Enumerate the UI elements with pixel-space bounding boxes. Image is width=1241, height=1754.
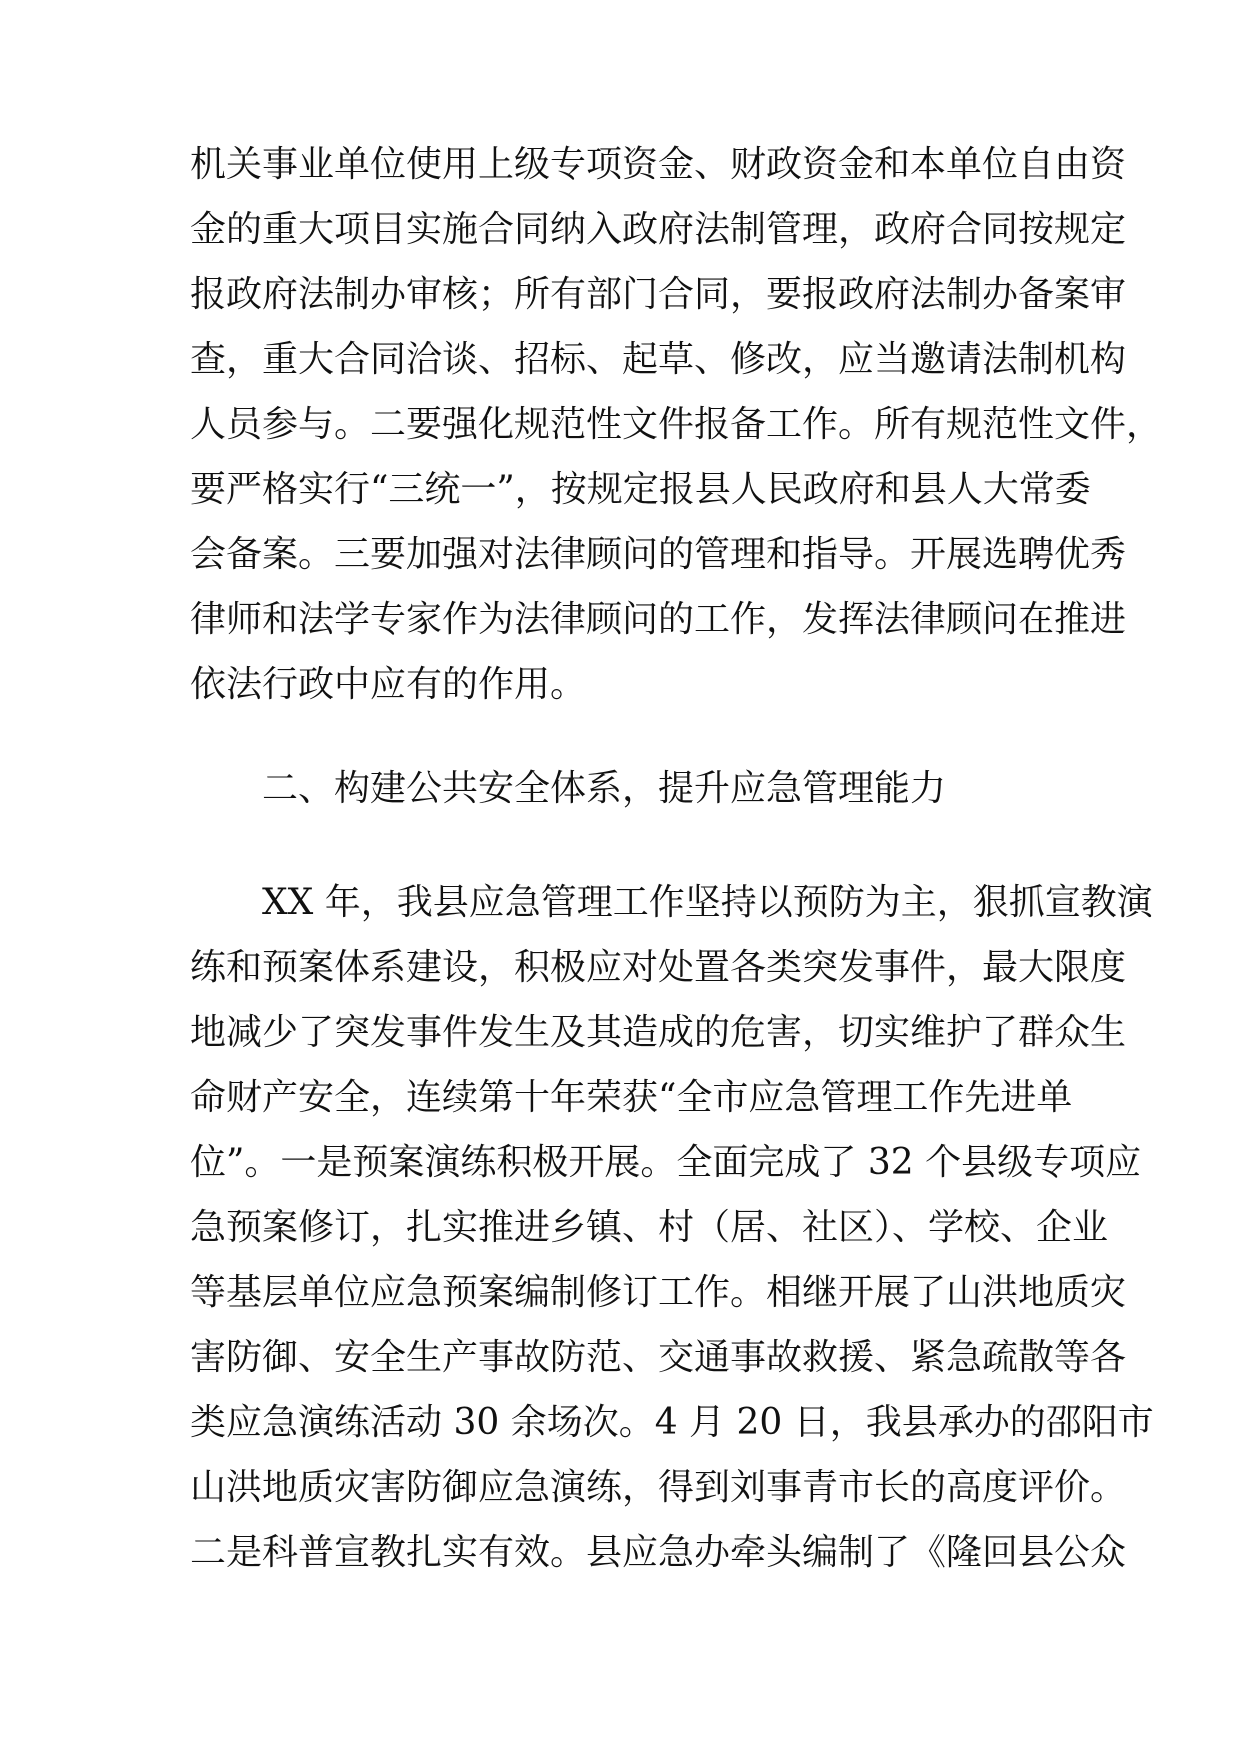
paragraph-2-line: 二是科普宣教扎实有效。县应急办牵头编制了《隆回县公众 <box>190 1532 1127 1573</box>
paragraph-1-line: 金的重大项目实施合同纳入政府法制管理，政府合同按规定 <box>190 209 1127 250</box>
section-heading-block <box>190 756 1070 821</box>
paragraph-2-line: 命财产安全，连续第十年荣获“全市应急管理工作先进单 <box>190 1077 1073 1118</box>
paragraph-2-line: 等基层单位应急预案编制修订工作。相继开展了山洪地质灾 <box>190 1272 1127 1313</box>
paragraph-1-line: 机关事业单位使用上级专项资金、财政资金和本单位自由资 <box>190 144 1127 185</box>
paragraph-2-line: 山洪地质灾害防御应急演练，得到刘事青市长的高度评价。 <box>190 1467 1127 1508</box>
paragraph-2-line: 类应急演练活动 30 余场次。4 月 20 日，我县承办的邵阳市 <box>190 1402 1154 1443</box>
paragraph-1-line: 依法行政中应有的作用。 <box>190 664 587 705</box>
paragraph-2-line: XX 年，我县应急管理工作坚持以预防为主，狠抓宣教演 <box>262 882 1153 923</box>
paragraph-1-line: 查，重大合同洽谈、招标、起草、修改，应当邀请法制机构 <box>190 339 1127 380</box>
paragraph-2-line: 急预案修订，扎实推进乡镇、村（居、社区）、学校、企业 <box>190 1207 1109 1248</box>
paragraph-2-line: 地减少了突发事件发生及其造成的危害，切实维护了群众生 <box>190 1012 1127 1053</box>
paragraph-1-line: 报政府法制办审核；所有部门合同，要报政府法制办备案审 <box>190 274 1127 315</box>
paragraph-2-line: 位”。一是预案演练积极开展。全面完成了 32 个县级专项应 <box>190 1142 1142 1183</box>
paragraph-2-line: 练和预案体系建设，积极应对处置各类突发事件，最大限度 <box>190 947 1127 988</box>
paragraph-1 <box>190 132 1163 717</box>
section-heading: 二、构建公共安全体系，提升应急管理能力 <box>262 768 947 809</box>
paragraph-1-line: 要严格实行“三统一”，按规定报县人民政府和县人大常委 <box>190 469 1091 510</box>
paragraph-2-line: 害防御、安全生产事故防范、交通事故救援、紧急疏散等各 <box>190 1337 1127 1378</box>
paragraph-1-line: 律师和法学专家作为法律顾问的工作，发挥法律顾问在推进 <box>190 599 1127 640</box>
paragraph-1-line: 会备案。三要加强对法律顾问的管理和指导。开展选聘优秀 <box>190 534 1127 575</box>
paragraph-1-line: 人员参与。二要强化规范性文件报备工作。所有规范性文件， <box>190 404 1163 445</box>
paragraph-2 <box>190 870 1154 1585</box>
